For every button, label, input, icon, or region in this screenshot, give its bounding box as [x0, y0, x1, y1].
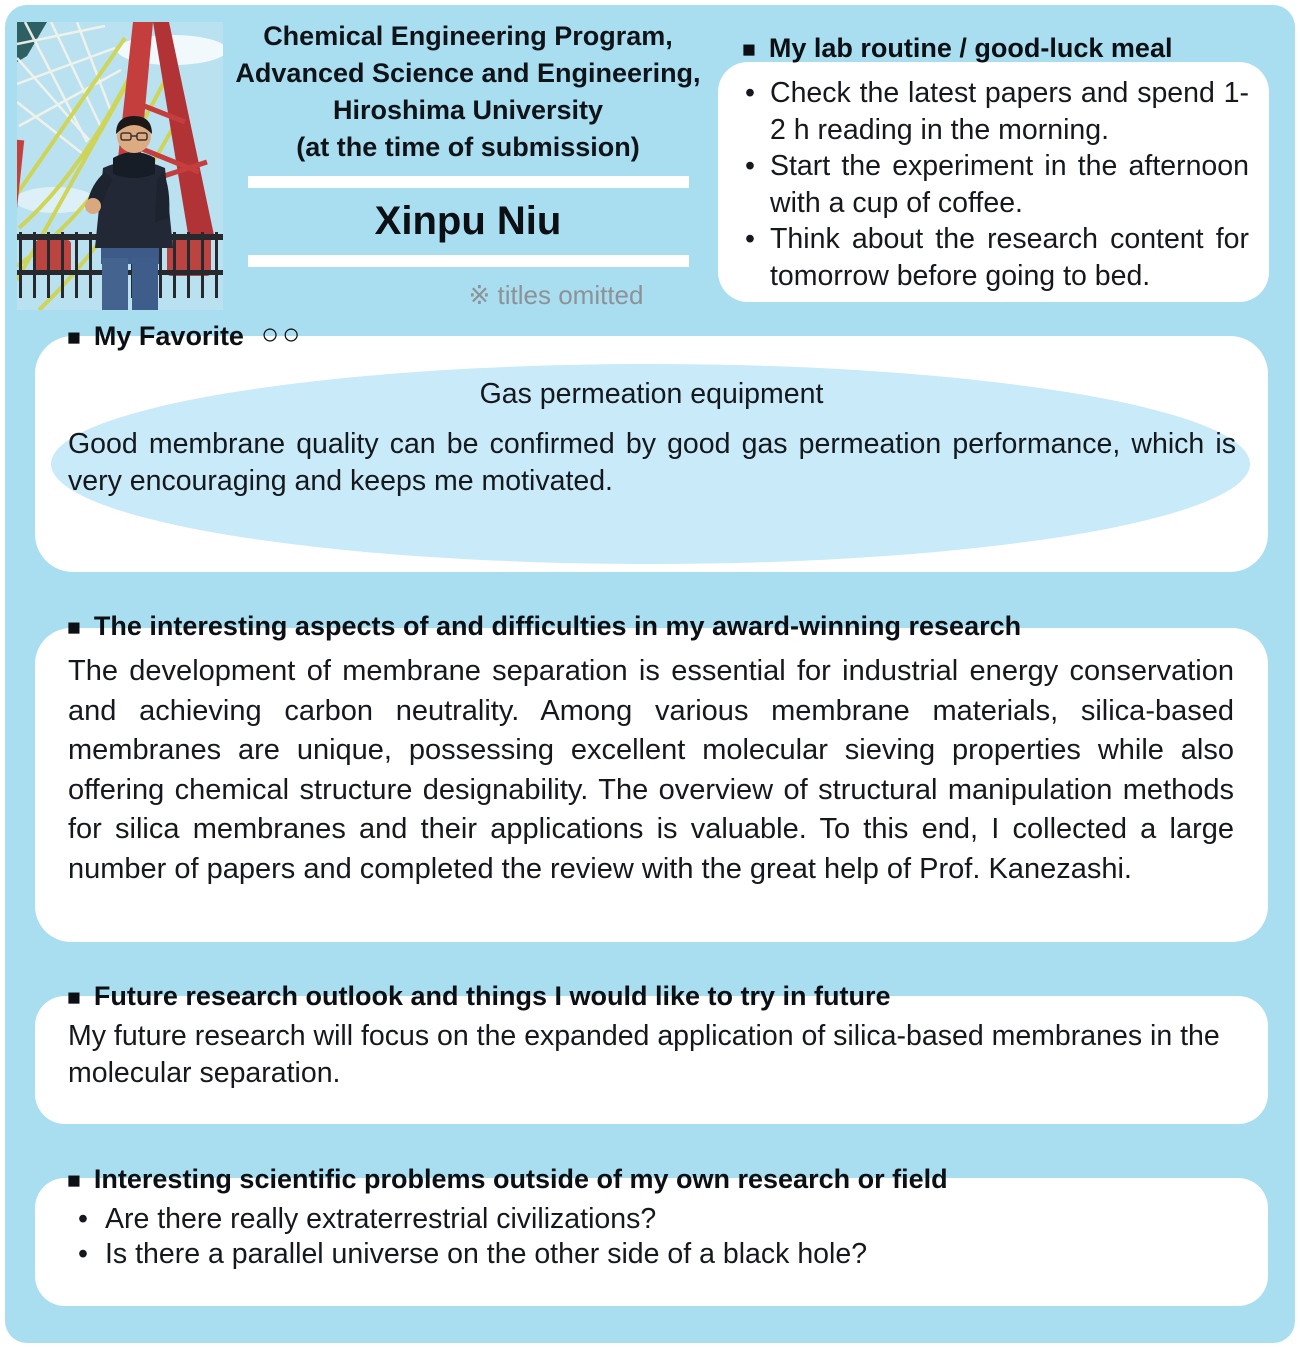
affiliation-line: Advanced Science and Engineering,: [235, 58, 701, 88]
list-item-text: Start the experiment in the afternoon with a cup of coffee.: [770, 150, 1249, 219]
divider-bar: [248, 255, 689, 267]
square-bullet-icon: ■: [67, 613, 81, 640]
bullet-icon: •: [78, 1203, 88, 1235]
section-heading-future: [67, 979, 890, 1013]
favorite-placeholder-circles: ○○: [260, 318, 304, 351]
favorite-item-title: Gas permeation equipment: [479, 378, 824, 410]
affiliation-line: (at the time of submission): [296, 132, 640, 162]
section-heading-research: [67, 609, 1021, 643]
list-item: [35, 1237, 1268, 1272]
section-heading-label: Interesting scientific problems outside of my own research or field: [93, 1164, 948, 1194]
profile-header: [222, 18, 714, 311]
bullet-icon: •: [745, 150, 755, 182]
favorite-description: Good membrane quality can be confirmed by good gas permeation performance, which is very encouraging and keeps me motivated.: [68, 428, 1236, 497]
section-heading-favorite: [67, 319, 303, 353]
section-heading-label: The interesting aspects of and difficulties in my award-winning research: [93, 611, 1022, 641]
photo-illustration: [17, 22, 223, 310]
author-name: Xinpu Niu: [374, 199, 562, 243]
list-item-text: Is there a parallel universe on the other side of a black hole?: [105, 1238, 868, 1270]
list-item-text: Check the latest papers and spend 1-2 h reading in the morning.: [770, 77, 1249, 146]
bullet-icon: •: [78, 1238, 88, 1270]
favorite-panel: [35, 336, 1268, 572]
page-background: [5, 5, 1295, 1343]
section-heading-label: My lab routine / good-luck meal: [768, 33, 1173, 63]
lab-routine-panel: [718, 62, 1269, 302]
square-bullet-icon: ■: [67, 323, 81, 350]
affiliation-line: Hiroshima University: [332, 95, 604, 125]
research-panel: [35, 628, 1268, 942]
list-item-text: Think about the research content for tomorrow before going to bed.: [770, 223, 1249, 292]
bullet-icon: •: [745, 77, 755, 109]
section-heading-label: Future research outlook and things I would like to try in future: [93, 981, 891, 1011]
list-item: [35, 1202, 1268, 1237]
square-bullet-icon: ■: [67, 1166, 81, 1193]
titles-omitted-note: ※ titles omitted: [468, 280, 644, 310]
section-heading-outside-problems: [67, 1162, 948, 1196]
future-body-text: My future research will focus on the expanded application of silica-based membranes in the molecular separation.: [68, 1020, 1220, 1089]
list-item-text: Are there really extraterrestrial civilizations?: [105, 1203, 657, 1235]
list-item: [730, 221, 1249, 294]
square-bullet-icon: ■: [742, 35, 756, 62]
list-item: [730, 148, 1249, 221]
section-heading-lab-routine: [742, 31, 1172, 65]
square-bullet-icon: ■: [67, 983, 81, 1010]
affiliation-line: Chemical Engineering Program,: [263, 21, 673, 51]
future-panel: [35, 996, 1268, 1124]
profile-photo: [17, 22, 223, 310]
divider-bar: [248, 176, 689, 188]
bullet-icon: •: [745, 223, 755, 255]
research-body-text: The development of membrane separation is essential for industrial energy conservation and achieving carbon neutrality. Among various membrane materials, silica-based membranes are unique, possessing excellent molecular sieving properties while also offering chemical structure designability. The overview of structural manipulation methods for silica membranes and their applications is valuable. To this end, I collected a large number of papers and completed the review with the great help of Prof. Kanezashi.: [68, 655, 1234, 885]
list-item: [730, 75, 1249, 148]
section-heading-label: My Favorite: [93, 321, 244, 351]
outside-problems-panel: [35, 1178, 1268, 1306]
